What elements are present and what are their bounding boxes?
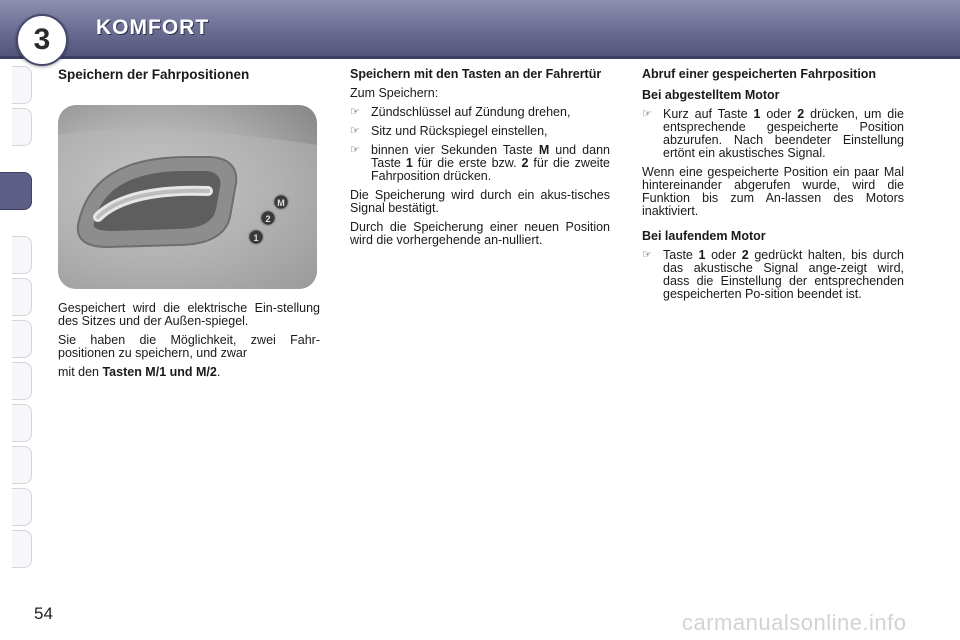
right-bullet-2 <box>663 249 904 301</box>
memory-button-2-label: 2 <box>265 214 271 224</box>
header-divider <box>0 56 960 59</box>
left-column <box>58 68 320 81</box>
chapter-tab-4[interactable] <box>12 236 32 274</box>
rb1-part-c: drücken, um die entsprechende gespeicherte Position abzurufen. Nach beendeter Einstellung ertönt ein akustisches Signal. <box>663 107 904 160</box>
b3-key-m: M <box>538 143 550 157</box>
rb2-key-1: 1 <box>698 248 706 262</box>
pointing-hand-icon: ☞ <box>350 106 360 118</box>
door-panel-photo <box>58 105 317 289</box>
left-p3-bold: Tasten M/1 und M/2 <box>102 365 217 379</box>
chapter-tab-9[interactable] <box>12 446 32 484</box>
right-column <box>642 68 904 307</box>
chapter-title: KOMFORT <box>96 16 210 39</box>
rb1-key-1: 1 <box>753 107 761 121</box>
rb1-part-b: oder <box>760 107 798 121</box>
b3-part-d: für die zweite Fahrposition drücken. <box>371 156 611 183</box>
middle-paragraph-2: Durch die Speicherung einer neuen Position wird die vorhergehende an-nulliert. <box>350 220 610 247</box>
rb2-part-a: Taste <box>663 248 699 262</box>
chapter-tab-2[interactable] <box>12 108 32 146</box>
left-paragraph-2: Sie haben die Möglichkeit, zwei Fahr-positionen zu speichern, und zwar <box>58 333 320 360</box>
middle-bullet-1: Zündschlüssel auf Zündung drehen, <box>371 105 571 119</box>
chapter-tab-10[interactable] <box>12 488 32 526</box>
chapter-tab-1[interactable] <box>12 66 32 104</box>
rb2-key-2: 2 <box>741 248 749 262</box>
subheading-engine-off: Bei abgestelltem Motor <box>642 88 780 102</box>
section-heading-door-buttons: Speichern mit den Tasten an der Fahrertür <box>350 67 602 81</box>
memory-button-1-label: 1 <box>253 233 259 243</box>
list-item <box>642 249 904 301</box>
pointing-hand-icon: ☞ <box>350 125 360 137</box>
left-paragraph-1: Gespeichert wird die elektrische Ein-stellung des Sitzes und der Außen-spiegel. <box>58 301 320 328</box>
pointing-hand-icon: ☞ <box>350 144 360 156</box>
middle-paragraph-1: Die Speicherung wird durch ein akus-tisches Signal bestätigt. <box>350 188 610 215</box>
chapter-number-badge: 3 <box>16 14 68 66</box>
memory-button-1 <box>249 230 264 245</box>
list-item <box>350 106 610 119</box>
rb2-part-b: oder <box>705 248 742 262</box>
memory-button-m-label: M <box>277 198 285 208</box>
chapter-tabs <box>0 66 34 578</box>
middle-bullet-2: Sitz und Rückspiegel einstellen, <box>371 124 548 138</box>
chapter-tab-5[interactable] <box>12 278 32 316</box>
chapter-tab-8[interactable] <box>12 404 32 442</box>
rb1-part-a: Kurz auf Taste <box>663 107 754 121</box>
watermark: carmanualsonline.info <box>682 610 907 635</box>
middle-column <box>350 68 610 253</box>
section-heading-recall: Abruf einer gespeicherten Fahrposition <box>642 67 877 81</box>
list-item <box>350 144 610 183</box>
chapter-tab-7[interactable] <box>12 362 32 400</box>
page-number: 54 <box>34 604 53 623</box>
chapter-tab-6[interactable] <box>12 320 32 358</box>
b3-part-c: für die erste bzw. <box>412 156 522 170</box>
subheading-engine-running: Bei laufendem Motor <box>642 229 766 243</box>
memory-button-m <box>274 195 289 210</box>
left-p3-suffix: . <box>216 365 221 379</box>
pointing-hand-icon: ☞ <box>642 249 652 261</box>
list-item <box>642 108 904 160</box>
left-paragraph-3 <box>58 366 320 379</box>
right-bullet-1 <box>663 108 904 160</box>
left-p3-prefix: mit den <box>58 365 103 379</box>
pointing-hand-icon: ☞ <box>642 108 652 120</box>
left-column-text <box>58 302 320 385</box>
b3-key-2: 2 <box>521 156 529 170</box>
middle-bullet-3 <box>371 144 610 183</box>
memory-button-2 <box>261 211 276 226</box>
section-heading-store: Speichern der Fahrpositionen <box>58 67 250 82</box>
door-handle-illustration <box>58 105 317 289</box>
rb1-key-2: 2 <box>797 107 805 121</box>
right-paragraph-1: Wenn eine gespeicherte Position ein paar Mal hintereinander abgerufen wurde, wird die Funktion bis zum An-lassen des Motors inaktiviert. <box>642 165 904 218</box>
rb2-part-c: gedrückt halten, bis durch das akustische Signal ange-zeigt wird, dass die Einstellung der entsprechenden gespeicherten Po-sition beendet ist. <box>663 248 904 301</box>
b3-key-1: 1 <box>405 156 413 170</box>
list-item <box>350 125 610 138</box>
chapter-tab-3-active[interactable] <box>0 172 32 210</box>
b3-part-b: und dann Taste <box>371 143 610 170</box>
middle-intro: Zum Speichern: <box>350 86 439 100</box>
chapter-tab-11[interactable] <box>12 530 32 568</box>
b3-part-a: binnen vier Sekunden Taste <box>371 143 539 157</box>
